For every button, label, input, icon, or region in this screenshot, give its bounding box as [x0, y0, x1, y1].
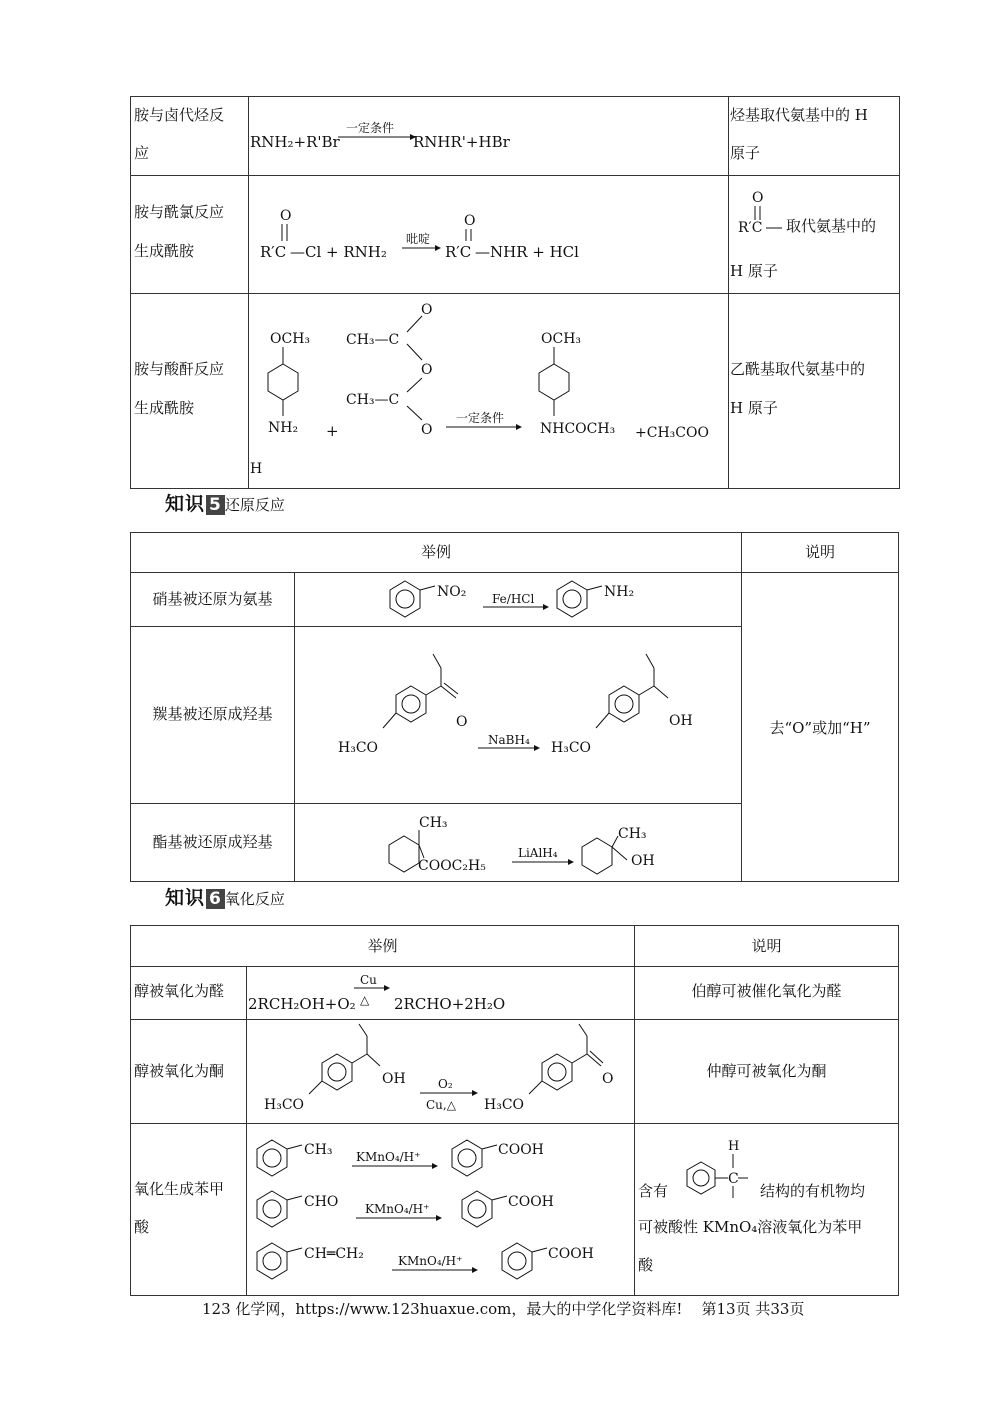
- row-name-line: 胺与卤代烃反: [134, 106, 225, 124]
- row-note-line: 烃基取代氨基中的 H: [730, 106, 868, 124]
- column-header: 说明: [751, 937, 782, 955]
- ketone-o: O: [602, 1071, 614, 1087]
- condition: LiAlH₄: [518, 846, 558, 860]
- byproduct-tail: H: [250, 461, 263, 477]
- benzoic-acid-oxidations: [252, 1128, 632, 1294]
- row-note-line: 可被酸性 KMnO₄溶液氧化为苯甲: [638, 1218, 863, 1236]
- acyl-structure: [738, 186, 784, 238]
- carbonyl-o: O: [464, 213, 476, 229]
- anhydride-amidation-equation: [250, 296, 720, 486]
- hydroxyl-group: OH: [382, 1071, 406, 1087]
- row-note-line: H 原子: [730, 262, 778, 280]
- row-name-line: 生成酰胺: [134, 399, 195, 417]
- nitro-reduction-equation: [385, 576, 655, 622]
- vinyl-group: CH═CH₂: [304, 1246, 364, 1262]
- methyl-group: CH₃: [419, 815, 448, 831]
- acetamido-group: NHCOCH₃: [540, 421, 616, 437]
- acyl-group: R′C: [260, 243, 287, 261]
- oxidant: KMnO₄/H⁺: [356, 1150, 421, 1164]
- methoxy-group: H₃CO: [264, 1097, 305, 1113]
- acyl-group: R′C: [445, 243, 472, 261]
- methyl-group: CH₃: [618, 826, 647, 842]
- methoxy-group: H₃CO: [551, 740, 592, 756]
- reactants: 2RCH₂OH+O₂: [248, 995, 356, 1013]
- section-title: 氧化反应: [224, 890, 285, 908]
- oxidant: KMnO₄/H⁺: [365, 1202, 430, 1216]
- row-name-line: 酸: [134, 1218, 150, 1236]
- plus-sign: +: [326, 422, 339, 440]
- row-name-line: 生成酰胺: [134, 242, 195, 260]
- condition: 吡啶: [406, 232, 431, 246]
- methyl-group: CH₃: [304, 1142, 333, 1158]
- condition: NaBH₄: [488, 733, 530, 747]
- carboxyl-group: COOH: [508, 1194, 554, 1210]
- acyl-chloride-amidation-equation: [260, 205, 590, 275]
- row-name: 醇被氧化为醛: [134, 982, 225, 1000]
- row-name: 羰基被还原成羟基: [152, 705, 273, 723]
- bridge-o: O: [421, 362, 433, 378]
- carbonyl-o: O: [421, 422, 433, 438]
- row-name: 硝基被还原为氨基: [152, 590, 273, 608]
- condition: 一定条件: [346, 121, 395, 135]
- row-note: 去“O”或加“H”: [769, 719, 871, 737]
- ester-reduction-equation: [372, 808, 672, 880]
- section-label: 知识: [165, 493, 206, 515]
- row-name-line: 胺与酰氯反应: [134, 203, 225, 221]
- product-rest: —NHR + HCl: [475, 243, 579, 261]
- column-header: 举例: [367, 937, 398, 955]
- carbonyl-o: O: [752, 190, 764, 206]
- row-note-line: 结构的有机物均: [760, 1182, 866, 1200]
- acyl-group: R′C: [738, 220, 763, 236]
- carbonyl-o: O: [280, 208, 292, 224]
- row-name-line: 胺与酸酐反应: [134, 360, 225, 378]
- acetyl-group: CH₃—C: [346, 332, 400, 348]
- heat-symbol: △: [360, 993, 370, 1007]
- section-label: 知识: [165, 887, 206, 909]
- products: 2RCHO+2H₂O: [394, 995, 506, 1013]
- catalyst: Cu: [360, 973, 377, 987]
- page-footer: [202, 1298, 804, 1319]
- acetyl-group: CH₃—C: [346, 392, 400, 408]
- page-number: 第13页 共33页: [701, 1300, 805, 1318]
- alcohol-to-ketone-equation: [262, 1022, 622, 1122]
- column-header: 说明: [804, 543, 835, 561]
- carboxyl-group: COOH: [548, 1246, 594, 1262]
- section-6-heading: [165, 883, 285, 910]
- hydrogen-atom: H: [728, 1139, 740, 1154]
- methoxy-group: OCH₃: [541, 331, 582, 347]
- row-note: 仲醇可被氧化为酮: [706, 1062, 827, 1080]
- ketone-reduction-equation: [336, 636, 706, 766]
- row-name: 酯基被还原成羟基: [152, 833, 273, 851]
- methoxy-group: OCH₃: [270, 331, 311, 347]
- row-note-line: 酸: [638, 1256, 654, 1274]
- carbonyl-o: O: [421, 302, 433, 318]
- oxidant: O₂: [438, 1077, 453, 1091]
- section-title: 还原反应: [224, 496, 285, 514]
- ester-group: COOC₂H₅: [418, 858, 486, 874]
- methoxy-group: H₃CO: [338, 740, 379, 756]
- alcohol-to-aldehyde-equation: [248, 968, 508, 1018]
- amino-group: NH₂: [268, 420, 299, 436]
- row-note-line: 原子: [730, 144, 761, 162]
- row-name-line: 应: [134, 144, 150, 162]
- methoxy-group: H₃CO: [484, 1097, 525, 1113]
- amine-alkylation-equation: [250, 110, 520, 160]
- nitro-group: NO₂: [437, 584, 467, 600]
- ketone-o: O: [456, 714, 468, 730]
- row-note-line: H 原子: [730, 399, 778, 417]
- row-note-line: 乙酰基取代氨基中的: [730, 360, 866, 378]
- row-name: 醇被氧化为酮: [134, 1062, 225, 1080]
- byproduct: +CH₃COO: [635, 425, 709, 441]
- carboxyl-group: COOH: [498, 1142, 544, 1158]
- amino-group: NH₂: [604, 584, 635, 600]
- carbon-atom: C: [728, 1171, 739, 1187]
- reactants: RNH₂+R'Br: [250, 133, 340, 151]
- row-note-line: 含有: [638, 1182, 669, 1200]
- condition: 一定条件: [456, 411, 505, 425]
- benzylic-ch-structure: [684, 1134, 754, 1204]
- row-name-line: 氧化生成苯甲: [134, 1180, 225, 1198]
- aldehyde-group: CHO: [304, 1194, 339, 1210]
- products: RNHR'+HBr: [413, 133, 510, 151]
- section-5-heading: [165, 489, 285, 516]
- section-number: 6: [206, 889, 225, 909]
- catalyst: Cu,△: [426, 1098, 456, 1112]
- column-header: 举例: [420, 543, 451, 561]
- oxidant: KMnO₄/H⁺: [398, 1254, 463, 1268]
- footer-site: 123 化学网，https://www.123huaxue.com，最大的中学化学资料库!: [202, 1300, 683, 1318]
- condition: Fe/HCl: [492, 592, 535, 606]
- row-note: 伯醇可被催化氧化为醛: [691, 982, 842, 1000]
- hydroxyl-group: OH: [631, 853, 655, 869]
- section-number: 5: [206, 495, 225, 515]
- row-note-line: 取代氨基中的: [786, 217, 877, 235]
- reactant-rest: —Cl + RNH₂: [290, 243, 387, 261]
- hydroxyl-group: OH: [669, 713, 693, 729]
